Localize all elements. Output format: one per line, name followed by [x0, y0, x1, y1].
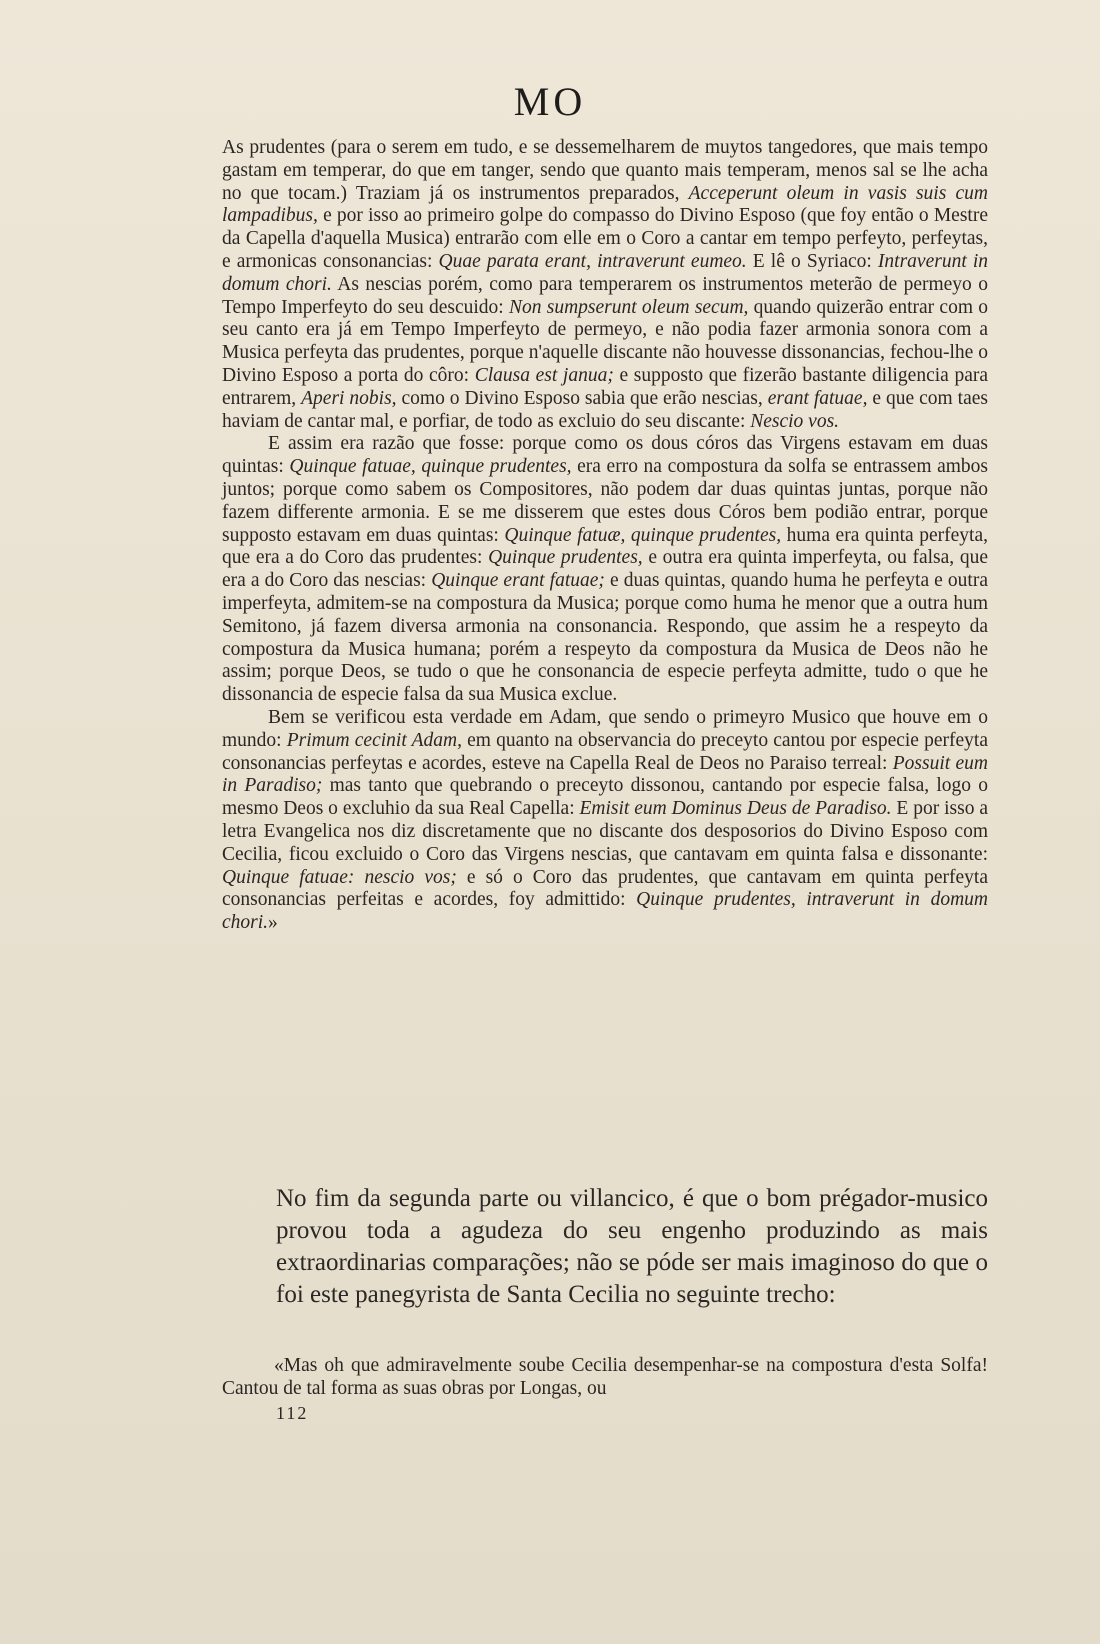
latin-citation: Nescio vos.: [750, 410, 840, 432]
text-run: como o Divino Esposo sabia que erão nescias,: [396, 387, 768, 409]
latin-citation: erant fatuae,: [767, 387, 868, 409]
text-run: Bem se verificou esta verdade em Adam, que sendo o primeyro Musico que houve em o mundo:: [222, 706, 988, 751]
latin-citation: Emisit eum Dominus Deus de Paradiso.: [579, 798, 892, 820]
body-paragraph: [222, 137, 988, 433]
text-run: E assim era razão que fosse: porque como os dous córos das Virgens estavam em duas quintas:: [222, 433, 988, 478]
text-run: mas tanto que quebrando o preceyto dissonou, cantando por especie falsa, logo o mesmo Deos o excluhio da sua Real Capella:: [222, 775, 988, 820]
body-paragraph: [222, 433, 988, 707]
text-run: quando quizerão entrar com o seu canto era já em Tempo Imperfeyto de permeyo, e não podia fazer armonia sonora com a Musica perfeyta das prudentes, porque n'aquelle discante não houvesse dissonancias, fechou-lhe o Divino Esposo a porta do côro:: [222, 296, 988, 386]
text-run: E por isso a letra Evangelica nos diz discretamente que no discante dos desposorios do Divino Esposo com Cecilia, ficou excluido o Coro das Virgens nescias, que cantavam em quinta falsa e dissonante:: [222, 798, 988, 865]
text-run: As prudentes (para o serem em tudo, e se dessemelharem de muytos tangedores, que mais tempo gastam em temperar, do que em tanger, sendo que quanto mais temperam, menos sal se lhe acha no que tocam.) Traziam já os instrumentos preparados,: [222, 137, 988, 204]
latin-citation: Primum cecinit Adam,: [286, 729, 462, 751]
latin-citation: Aperi nobis,: [301, 387, 397, 409]
text-run: e só o Coro das prudentes, que cantavam em quinta perfeyta consonancias perfeitas e acordes, foy admittido:: [222, 866, 988, 911]
latin-citation: Intraverunt in domum chori.: [222, 250, 989, 295]
latin-citation: Quinque erant fatuae;: [431, 570, 605, 592]
latin-citation: Non sumpserunt oleum secum,: [508, 296, 749, 318]
latin-citation: Quinque fatuae: nescio vos;: [222, 866, 457, 888]
text-run: E lê o Syriaco:: [746, 250, 878, 272]
latin-citation: Quinque fatuæ, quinque prudentes,: [504, 524, 782, 546]
quote-start: [222, 1354, 988, 1400]
latin-citation: Quae parata erant, intraverunt eumeo.: [438, 250, 747, 272]
page-number: 112: [276, 1403, 309, 1423]
text-run: As nescias porém, como para temperarem os instrumentos meterão de permeyo o Tempo Imperfeyto do seu descuido:: [222, 273, 988, 318]
running-head: MO: [513, 79, 587, 124]
text-run: e que com taes haviam de cantar mal, e porfiar, de todo as excluio do seu discante:: [222, 387, 988, 432]
body-paragraph: [222, 707, 988, 935]
text-run: »: [268, 912, 278, 934]
latin-citation: Acceperunt oleum in vasis suis cum lampadibus,: [222, 182, 988, 227]
text-run: e duas quintas, quando huma he perfeyta e outra imperfeyta, admitem-se na compostura da Musica; porque como huma he menor que a outra hum Semitono, já fazem diversa armonia na consonancia. Respondo, que assim he a respeyto da compostura da Musica humana; porém a respeyto da compostura da Musica de Deos não he assim; porque Deos, se tudo o que he consonancia de especie perfeyta admitte, tudo o que he dissonancia de especie falsa da sua Musica exclue.: [222, 570, 988, 706]
latin-citation: Possuit eum in Paradiso;: [222, 752, 988, 797]
text-run: huma era quinta perfeyta, que era a do Coro das prudentes:: [222, 524, 988, 569]
commentary-paragraph: No fim da segunda parte ou villancico, é que o bom prégador-musico provou toda a agudeza do seu engenho produzindo as mais extraordinarias comparações; não se póde ser mais imaginoso do que o foi este panegyrista de Santa Cecilia no seguinte trecho:: [276, 1185, 988, 1308]
text-run: e outra era quinta imperfeyta, ou falsa, que era a do Coro das nescias:: [222, 547, 988, 592]
quote-paragraph: «Mas oh que admiravelmente soube Cecilia desempenhar-se na compostura d'esta Solfa! Cantou de tal forma as suas obras por Longas, ou: [222, 1355, 988, 1399]
text-run: era erro na compostura da solfa se entrassem ambos juntos; porque como sabem os Compositores, não podem dar duas quintas juntas, porque não fazem differente armonia. E se me disserem que estes dous Córos bem podião entrar, porque supposto estavam em duas quintas:: [222, 456, 989, 546]
text-run: em quanto na observancia do preceyto cantou por especie perfeyta consonancias perfeytas e acordes, esteve na Capella Real de Deos no Paraiso terreal:: [222, 729, 988, 774]
text-run: e supposto que fizerão bastante diligencia para entrarem,: [222, 364, 988, 409]
latin-citation: Quinque fatuae, quinque prudentes,: [289, 456, 572, 478]
latin-citation: Quinque prudentes, intraverunt in domum chori.: [222, 889, 988, 934]
latin-citation: Clausa est janua;: [474, 364, 614, 386]
body-text: [222, 137, 988, 935]
latin-citation: Quinque prudentes,: [488, 547, 643, 569]
text-run: e por isso ao primeiro golpe do compasso do Divino Esposo (que foy então o Mestre da Capella d'aquella Musica) entrarão com elle em o Coro a cantar em tempo perfeyto, perfeytas, e armonicas consonancias:: [222, 205, 988, 272]
